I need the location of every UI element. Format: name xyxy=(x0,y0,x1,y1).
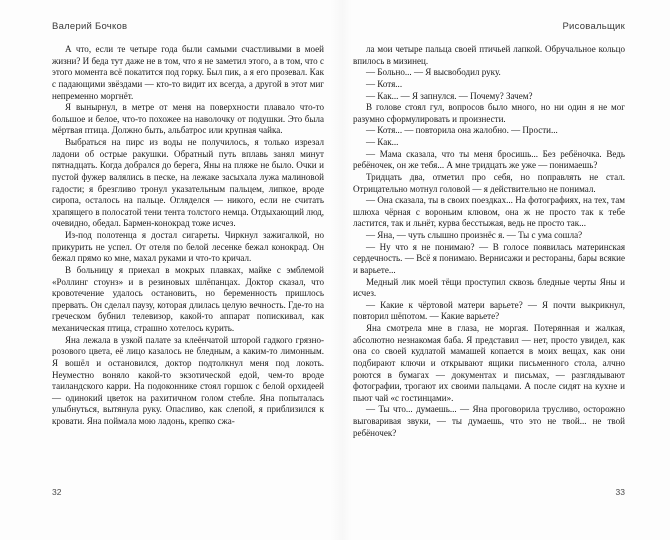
dialogue-line: — Как... xyxy=(366,137,399,147)
right-page xyxy=(353,44,625,439)
dialogue-line: — Мама сказала, что ты меня бросишь... Без ребёночка. Ведь ребёночек, он же тебя... А мне тридцать же уже — понимаешь? xyxy=(353,148,625,171)
paragraph: Яна смотрела мне в глаза, не моргая. Потерянная и жалкая, абсолютно незнакомая баба. Я представил — нет, просто увидел, как она со своей кудлатой мамашей копается в моих вещах, как они подбирают ключи и открывают ящики письменного стола, алчно роются в бумагах — документах и письмах, — разглядывают фотографии, трогают их своими пальцами. А после сидят на кухне и пьют чай «с гостинцами». xyxy=(353,323,625,403)
paragraph: Я вынырнул, в метре от меня на поверхности плавало что-то большое и белое, что-то похожее на наволочку от подушки. Это была мёртвая птица. Должно быть, альбатрос или крупная чайка. xyxy=(52,102,324,136)
dialogue-line: — Она сказала, ты в своих поездках... На фотографиях, на тех, там шлюха чёрная с вороньим клювом, она ж не просто так к тебе ластится, так и льнёт, курва бесстыжая, ведь не просто так... xyxy=(353,195,625,229)
left-page xyxy=(52,44,324,428)
running-head-author: Валерий Бочков xyxy=(52,21,128,32)
dialogue-line: — Котя... xyxy=(366,78,403,89)
dialogue-line: — Котя... — повторила она жалобно. — Прости... xyxy=(366,125,558,136)
left-page-text-column xyxy=(52,44,324,428)
paragraph: Из-под полотенца я достал сигареты. Чиркнул зажигалкой, но прикурить не успел. От отеля по белой лесенке бежал конокрад. Он бежал прямо ко мне, махал руками и что-то кричал. xyxy=(52,230,324,264)
paragraph: В больницу я приехал в мокрых плавках, майке с эмблемой «Роллинг стоунз» и в резиновых шлёпанцах. Доктор сказал, что кровотечение удалось остановить, но беременность пришлось прервать. Он сделал паузу, которая длилась целую вечность. Где-то на греческом бубнил телевизор, какой-то аппарат попискивал, как механическая птица, страшно хотелось курить. xyxy=(52,264,324,333)
dialogue-line: — Ну что я не понимаю? — В голосе появилась материнская сердечность. — Всё я понимаю. Вернисажи и рестораны, бары всякие и варьете... xyxy=(353,241,625,275)
right-page-text-column xyxy=(353,44,625,439)
dialogue-line: — Больно... — Я высвободил руку. xyxy=(366,67,501,78)
paragraph: Медный лик моей тёщи проступил сквозь бледные черты Яны и исчез. xyxy=(353,276,625,299)
paragraph: ла мои четыре пальца своей птичьей лапкой. Обручальное кольцо впилось в мизинец. xyxy=(353,44,625,66)
page-number-left: 32 xyxy=(52,487,62,497)
book-gutter-shadow xyxy=(330,0,352,540)
paragraph: Тридцать два, отметил про себя, но поправлять не стал. Отрицательно мотнул головой — я действительно не понимал. xyxy=(353,171,625,194)
paragraph: Яна лежала в узкой палате за клеёнчатой шторой гадкого грязно-розового цвета, её лицо казалось не бледным, а каким-то лимонным. Я вошёл и остановился, доктор подтолкнул меня под локоть. Неуместно воняло какой-то экзотической едой, чем-то вроде таиландского карри. На подоконнике стоял горшок с белой орхидеей — одинокий цветок на рахитичном голом стебле. Яна попыталась улыбнуться, вытянула руку. Опасливо, как слепой, я приблизился к кровати. Яна поймала мою ладонь, крепко сжа- xyxy=(52,334,324,426)
paragraph: В голове стоял гул, вопросов было много, но ни один я не мог разумно сформулировать и произнести. xyxy=(353,102,625,124)
paragraph: Выбраться на пирс из воды не получилось, я только изрезал ладони об острые ракушки. Обратный путь вплавь занял минут пятнадцать. Когда добрался до берега, Яны на пляже не было. Очки и пустой фужер валялись в песке, на лежаке засыхала лужа малиновой гадости; я брезгливо тронул указательным пальцем, липкое, вроде сиропа, осталось на пальце. Огляделся — никого, если не считать храпящего в полосатой тени тента толстого немца. Отдыхающий люд, очевидно, обедал. Бармен-конокрад тоже исчез. xyxy=(52,137,324,229)
dialogue-line: — Яна, — чуть слышно произнёс я. — Ты с ума сошла? xyxy=(366,230,583,240)
dialogue-line: — Ты что... думаешь... — Яна проговорила трусливо, осторожно выговаривая звуки, — ты думаешь, что это не твой... не твой ребёночек? xyxy=(353,404,625,438)
dialogue-line: — Как... — Я запнулся. — Почему? Зачем? xyxy=(366,90,533,101)
dialogue-line: — Какие к чёртовой матери варьете? — Я почти выкрикнул, повторил шёпотом. — Какие варьете? xyxy=(353,299,625,322)
page-number-right: 33 xyxy=(615,487,625,497)
running-head-title: Рисовальщик xyxy=(562,21,625,32)
paragraph: А что, если те четыре года были самыми счастливыми в моей жизни? И беда тут даже не в том, что я не заметил этого, а в том, что с этого момента всё покатится под горку. Был пик, а я его прозевал. Как с падающими звёздами — кто-то видит их всегда, а другой в этот миг непременно моргнёт. xyxy=(52,44,324,101)
